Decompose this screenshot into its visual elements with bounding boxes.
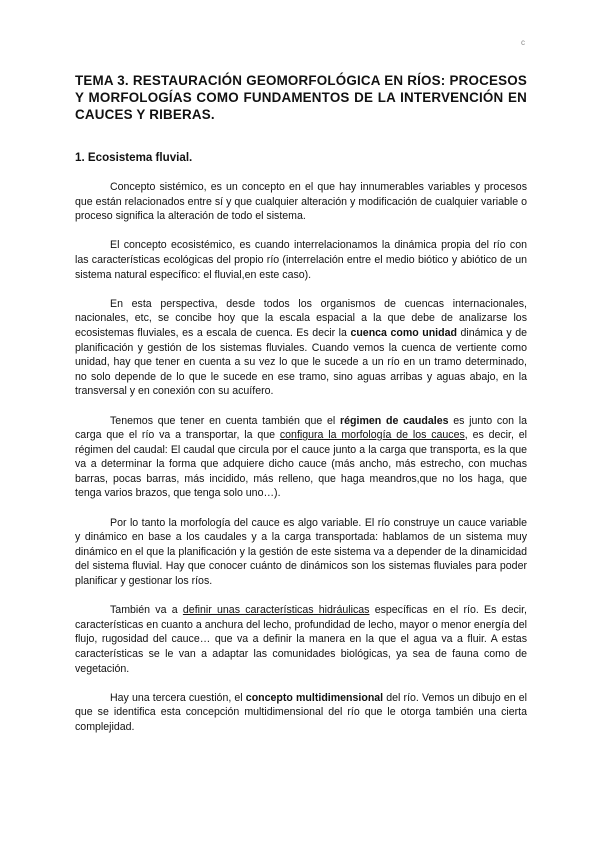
paragraph-6-underlined-phrase: definir unas características hidráulicas [182,604,370,617]
document-page [75,72,527,735]
paragraph-1: Concepto sistémico, es un concepto en el que hay innumerables variables y procesos que están relacionados entre sí y que cualquier alteración y modificación de cualquier variable o proceso significa la alteración de todo el sistema. [75,181,527,223]
paragraph-5: Por lo tanto la morfología del cauce es algo variable. El río construye un cauce variable y dinámico en base a los caudales y a la carga transportada: hablamos de un sistema muy dinámico en el que la planificación y la gestión de este sistema va a depender de la dinamicidad del sistema fluvial. Hay que conocer cuánto de dinámicos son los sistemas fluviales para poder planificar y gestionar los ríos. [75,516,527,588]
paragraph-3-bold-term: cuenca como unidad [350,326,457,339]
paragraph-7 [75,691,527,735]
paragraph-4-underlined-phrase: configura la morfología de los cauces [279,429,465,442]
section-heading: 1. Ecosistema fluvial. [75,151,193,164]
paragraph-4-text-a: Tenemos que tener en cuenta también que el [110,414,341,427]
corner-mark: c [521,38,525,47]
paragraph-4-bold-term: régimen de caudales [340,414,449,427]
paragraph-4-text-c: es junto con la carga que el río va a transportar, la que [75,414,527,442]
paragraph-3 [75,297,527,399]
paragraph-4-text-d: , es decir, el régimen del caudal: El caudal que circula por el cauce junto a la carga que transporta, es la que va a determinar la forma que adquiere dicho cauce (más ancho, más estrecho, con muchas barras, pocas barras, más incidido, más relleno, que haga meandros,que no los haga, que tenga varios brazos, que tenga solo uno…). [75,429,527,500]
paragraph-7-text-a: Hay una tercera cuestión, el [110,691,246,704]
paragraph-6-text-a: También va a [110,604,183,617]
document-title: TEMA 3. RESTAURACIÓN GEOMORFOLÓGICA EN RÍOS: PROCESOS Y MORFOLOGÍAS COMO FUNDAMENTOS DE LA INTERVENCIÓN EN CAUCES Y RIBERAS. [75,73,527,122]
paragraph-3-text-c: dinámica y de planificación y gestión de los sistemas fluviales. Cuando vemos la cuenca de vertiente como unidad, hay que tener en cuenta a su vez lo que le sucede a un río en un tramo determinado, no solo depende de lo que le sucede en ese tramo, sino aguas arribas y aguas abajo, en la transversal y en conexión con su acuífero. [75,326,527,398]
paragraph-6-text-b: específicas en el río. Es decir, características en cuanto a anchura del lecho, profundidad de lecho, mayor o menor energía del flujo, rugosidad del cauce… que va a definir la manera en la que el agua va a fluir. A estas características se le van a adaptar las comunidades biológicas, ya sea de fauna como de vegetación. [75,604,527,675]
paragraph-6 [75,603,527,676]
paragraph-3-text-a: En esta perspectiva, desde todos los organismos de cuencas internacionales, nacionales, etc, se concibe hoy que la escala espacial a la que debe de analizarse los ecosistemas fluviales, es a escala de cuenca. Es decir la [75,297,527,339]
paragraph-7-bold-term: concepto multidimensional [245,691,384,704]
paragraph-7-text-c: del río. Vemos un dibujo en el que se identifica esta concepción multidimensional del río que le otorga también una cierta complejidad. [75,691,527,733]
paragraph-4 [75,414,527,502]
paragraph-2: El concepto ecosistémico, es cuando interrelacionamos la dinámica propia del río con las características ecológicas del propio río (interrelación entre el medio biótico y abiótico de un sistema natural específico: el fluvial,en este caso). [75,239,527,281]
